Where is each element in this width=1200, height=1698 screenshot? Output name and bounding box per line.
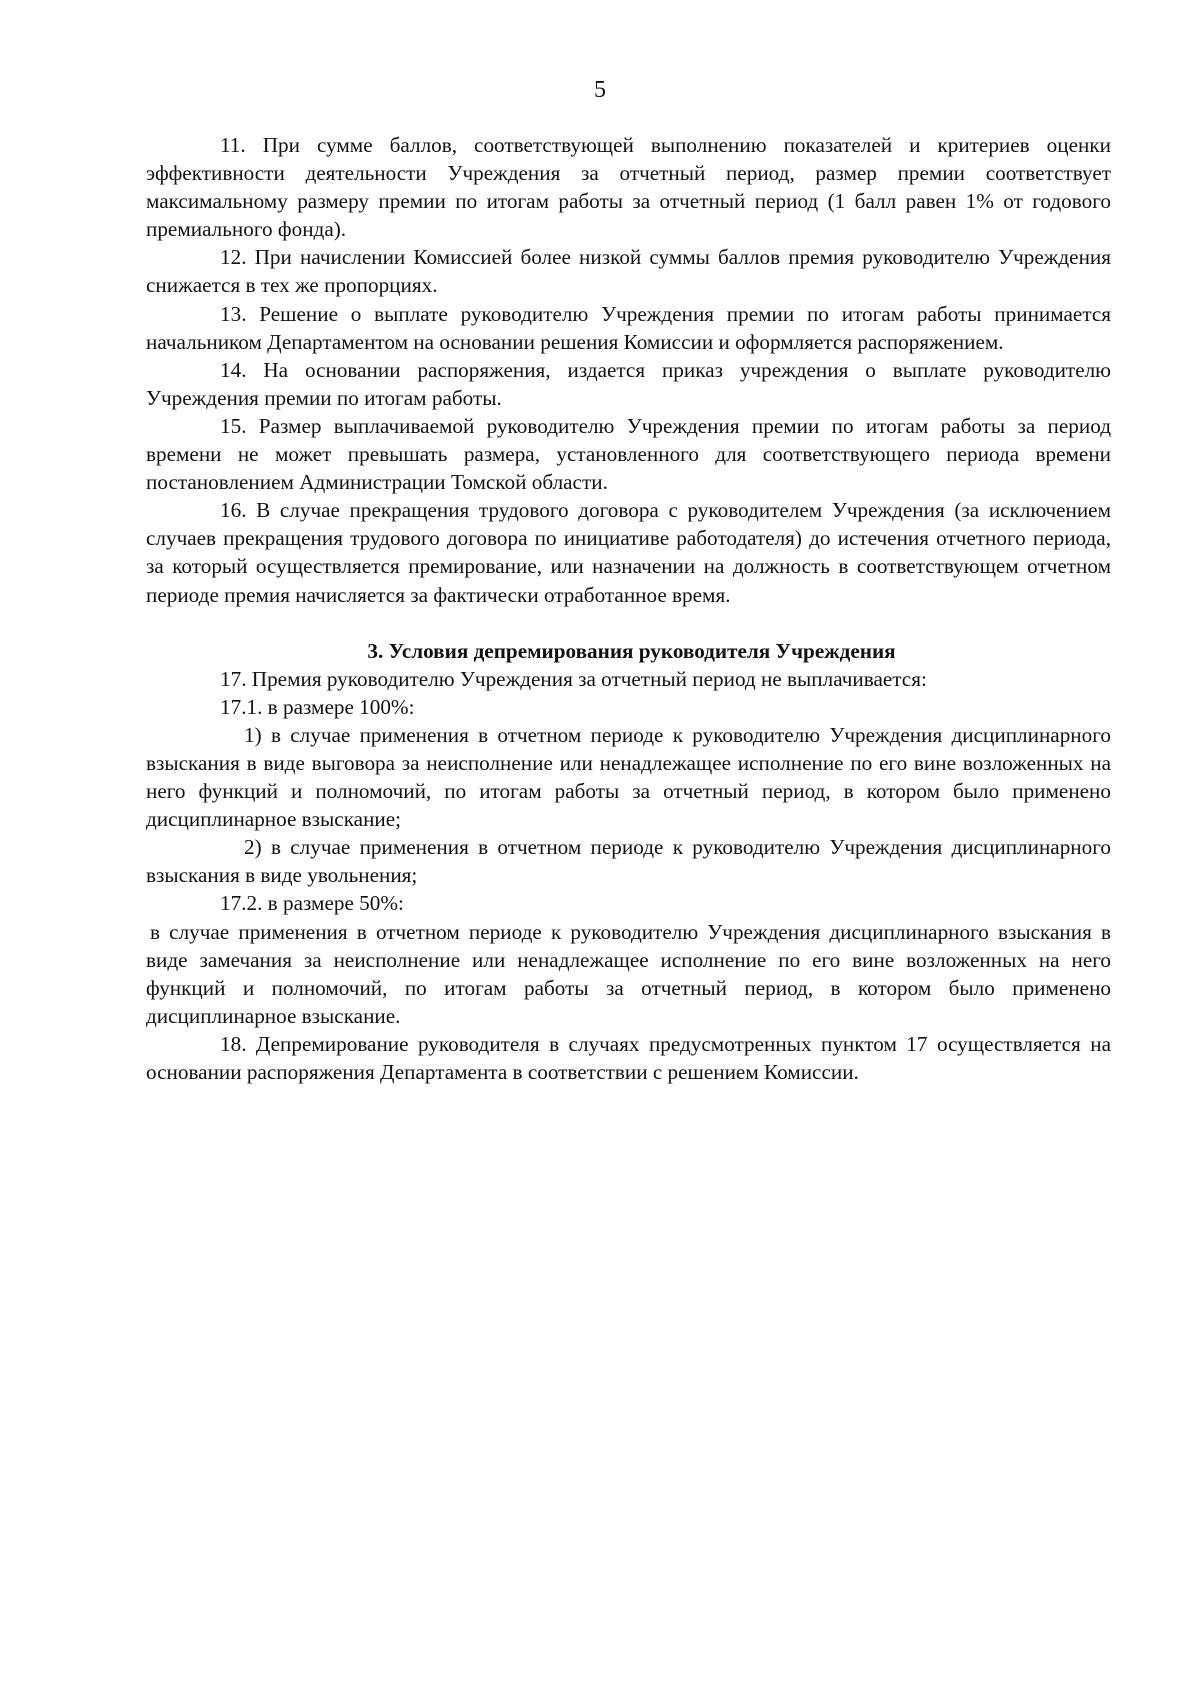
paragraph-11: 11. При сумме баллов, соответствующей выполнению показателей и критериев оценки эффективности деятельности Учреждения за отчетный период, размер премии соответствует максимальному размеру премии по итогам работы за отчетный период (1 балл равен 1% от годового премиального фонда). (146, 133, 1111, 242)
paragraph-13: 13. Решение о выплате руководителю Учреждения премии по итогам работы принимается начальником Департаментом на основании решения Комиссии и оформляется распоряжением. (146, 301, 1111, 354)
paragraph-17-2-text: в случае применения в отчетном периоде к руководителю Учреждения дисциплинарного взыскания в виде замечания за неисполнение или ненадлежащее исполнение по его вине возложенных на него функций и полномочий, по итогам работы за отчетный период, в котором было применено дисциплинарное взыскание. (146, 919, 1111, 1028)
paragraph-15: 15. Размер выплачиваемой руководителю Учреждения премии по итогам работы за период времени не может превышать размера, установленного для соответствующего периода времени постановлением Администрации Томской области. (146, 413, 1111, 495)
paragraph-17: 17. Премия руководителю Учреждения за отчетный период не выплачивается: (220, 666, 927, 691)
section-title: 3. Условия депремирования руководителя Учреждения (367, 638, 896, 663)
paragraph-17-1-item-2: 2) в случае применения в отчетном периоде к руководителю Учреждения дисциплинарного взыскания в виде увольнения; (146, 835, 1111, 888)
paragraph-17-1: 17.1. в размере 100%: (220, 694, 415, 719)
paragraph-18: 18. Депремирование руководителя в случаях предусмотренных пунктом 17 осуществляется на основании распоряжения Департамента в соответствии с решением Комиссии. (146, 1031, 1111, 1084)
paragraph-14: 14. На основании распоряжения, издается приказ учреждения о выплате руководителю Учреждения премии по итогам работы. (146, 357, 1111, 410)
paragraph-12: 12. При начислении Комиссией более низкой суммы баллов премия руководителю Учреждения снижается в тех же пропорциях. (146, 245, 1111, 298)
document-body (146, 131, 1111, 1086)
page-number: 5 (594, 77, 606, 103)
paragraph-17-2: 17.2. в размере 50%: (220, 891, 404, 916)
paragraph-16: 16. В случае прекращения трудового договора с руководителем Учреждения (за исключением случаев прекращения трудового договора по инициативе работодателя) до истечения отчетного периода, за который осуществляется премирование, или назначении на должность в соответствующем отчетном периоде премия начисляется за фактически отработанное время. (146, 498, 1111, 607)
paragraph-17-1-item-1: 1) в случае применения в отчетном периоде к руководителю Учреждения дисциплинарного взыскания в виде выговора за неисполнение или ненадлежащее исполнение по его вине возложенных на него функций и полномочий, по итогам работы за отчетный период, в котором было применено дисциплинарное взыскание; (146, 722, 1111, 832)
